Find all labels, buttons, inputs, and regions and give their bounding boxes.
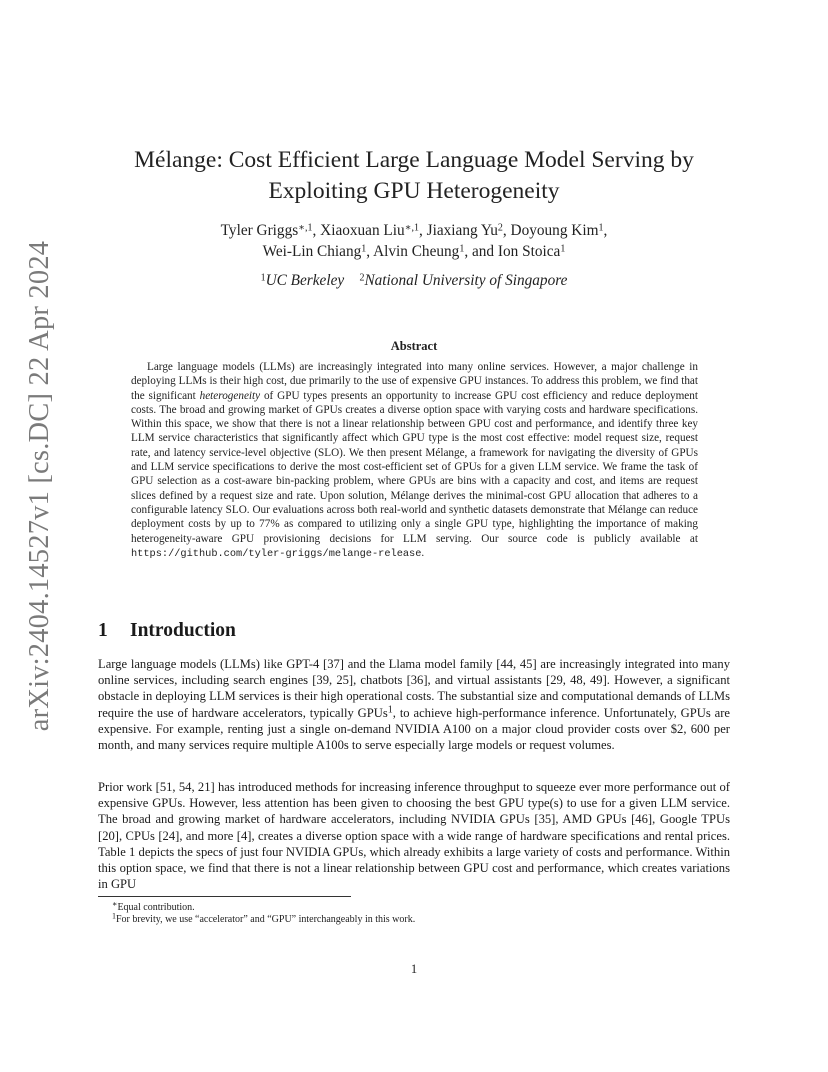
footnote-reference[interactable]: 1 [387, 704, 393, 716]
section-number: 1 [98, 620, 108, 641]
author-line-2 [0, 241, 828, 262]
abstract-text-part: Large language models (LLMs) are increasingly integrated into many online services. However, a major challenge in deploying LLMs is their high cost, due primarily to the use of expensive GPU instances. To address this problem, we find that the significant [131, 361, 698, 402]
body-paragraph: Prior work [51, 54, 21] has introduced methods for increasing inference throughput to squeeze ever more performance out of expensive GPUs. However, less attention has been given to choosing the best GPU type(s) to use for a given LLM service. The broad and growing market of hardware accelerators, including NVIDIA GPUs [35], AMD GPUs [46], Google TPUs [20], CPUs [24], and more [4], creates a diverse option space with a wide range of hardware specifications and rental prices. Table 1 depicts the specs of just four NVIDIA GPUs, which already exhibits a large variety of costs and performance. Within this option space, we find that there is not a linear relationship between GPU cost and performance, which creates variations in GPU [98, 780, 730, 892]
section-title: Introduction [130, 620, 236, 641]
abstract-text [131, 360, 698, 561]
section-heading [98, 620, 236, 642]
author-affiliation-mark: 1 [361, 243, 367, 255]
author-name: Doyoung Kim [510, 222, 599, 239]
title-line-2: Exploiting GPU Heterogeneity [268, 178, 560, 204]
footnote-text: For brevity, we use “accelerator” and “GPU” interchangeably in this work. [116, 914, 416, 925]
author-separator: , [312, 222, 321, 239]
author-name: Alvin Cheung [373, 243, 460, 260]
affiliation-name: UC Berkeley [265, 272, 345, 289]
author-affiliation-mark: ∗,1 [404, 222, 419, 234]
author-name: Xiaoxuan Liu [320, 222, 405, 239]
author-affiliation-mark: 1 [560, 243, 566, 255]
author-affiliation-mark: ∗,1 [298, 222, 313, 234]
affiliations [0, 272, 828, 290]
abstract-heading: Abstract [390, 339, 438, 353]
title-line-1: Mélange: Cost Efficient Large Language Model Serving by [134, 147, 694, 173]
author-separator: , [502, 222, 511, 239]
footnote-mark: 1 [112, 911, 116, 921]
footnote-mark: ∗ [112, 899, 118, 909]
paragraph-text: , to achieve high-performance inference. Unfortunately, GPUs are expensive. For example, renting just a single on-demand NVIDIA A100 on a major cloud provider costs over $2, 600 per month, and many services require multiple A100s to serve especially large models or request volumes. [98, 705, 730, 753]
body-paragraph [98, 656, 730, 753]
paper-title [0, 145, 828, 207]
abstract-text-part: of GPU types presents an opportunity to increase GPU cost efficiency and reduce deployment costs. The broad and growing market of GPUs creates a diverse option space with varying costs and hardware specifications. Within this space, we show that there is not a linear relationship between GPU cost and performance, and identify three key LLM service characteristics that significantly affect which GPU type is the most cost effective: model request size, request rate, and latency service-level objective (SLO). We then present Mélange, a framework for navigating the diversity of GPUs and LLM service specifications to derive the most cost-efficient set of GPUs for a given LLM service. We frame the task of GPU selection as a cost-aware bin-packing problem, where GPUs are bins with a capacity and cost, and items are request slices defined by a request size and rate. Upon solution, Mélange derives the minimal-cost GPU allocation that adheres to a configurable latency SLO. Our evaluations across both real-world and synthetic datasets demonstrate that Mélange can reduce deployment costs by up to 77% as compared to utilizing only a single GPU type, highlighting the importance of making heterogeneity-aware GPU provisioning decisions for LLM serving. Our source code is publicly available at [131, 389, 698, 545]
footnote-rule [98, 896, 351, 897]
author-separator: , and [464, 243, 498, 260]
author-name: Jiaxiang Yu [426, 222, 498, 239]
author-line-1 [0, 220, 828, 241]
page-number: 1 [410, 962, 418, 976]
author-name: Tyler Griggs [220, 222, 299, 239]
footnote-text: Equal contribution. [117, 902, 195, 913]
abstract-text-part: . [421, 546, 425, 559]
arxiv-identifier: arXiv:2404.14527v1 [cs.DC] 22 Apr 2024 [24, 240, 55, 732]
abstract-emphasis: heterogeneity [199, 389, 261, 402]
author-affiliation-mark: 2 [497, 222, 503, 234]
paragraph-text: Large language models (LLMs) like GPT-4 [37] and the Llama model family [44, 45] are increasingly integrated into many online services, including search engines [39, 25], chatbots [36], and virtual assistants [29, 48, 49]. However, a significant obstacle in deploying LLM services is their high operational costs. The substantial size and computational demands of LLMs require the use of hardware accelerators, typically GPUs [98, 657, 730, 720]
author-affiliation-mark: 1 [598, 222, 604, 234]
affiliation-mark: 1 [260, 272, 266, 284]
source-code-url[interactable]: https://github.com/tyler-griggs/melange-release [131, 547, 422, 560]
affiliation-name: National University of Singapore [364, 272, 568, 289]
author-name: Wei-Lin Chiang [262, 243, 362, 260]
footnote [112, 913, 415, 926]
author-list [0, 220, 828, 262]
author-separator: , [366, 243, 374, 260]
affiliation-mark: 2 [359, 272, 365, 284]
author-separator: , [418, 222, 427, 239]
author-separator: , [603, 222, 608, 239]
author-name: Ion Stoica [497, 243, 561, 260]
author-affiliation-mark: 1 [459, 243, 465, 255]
